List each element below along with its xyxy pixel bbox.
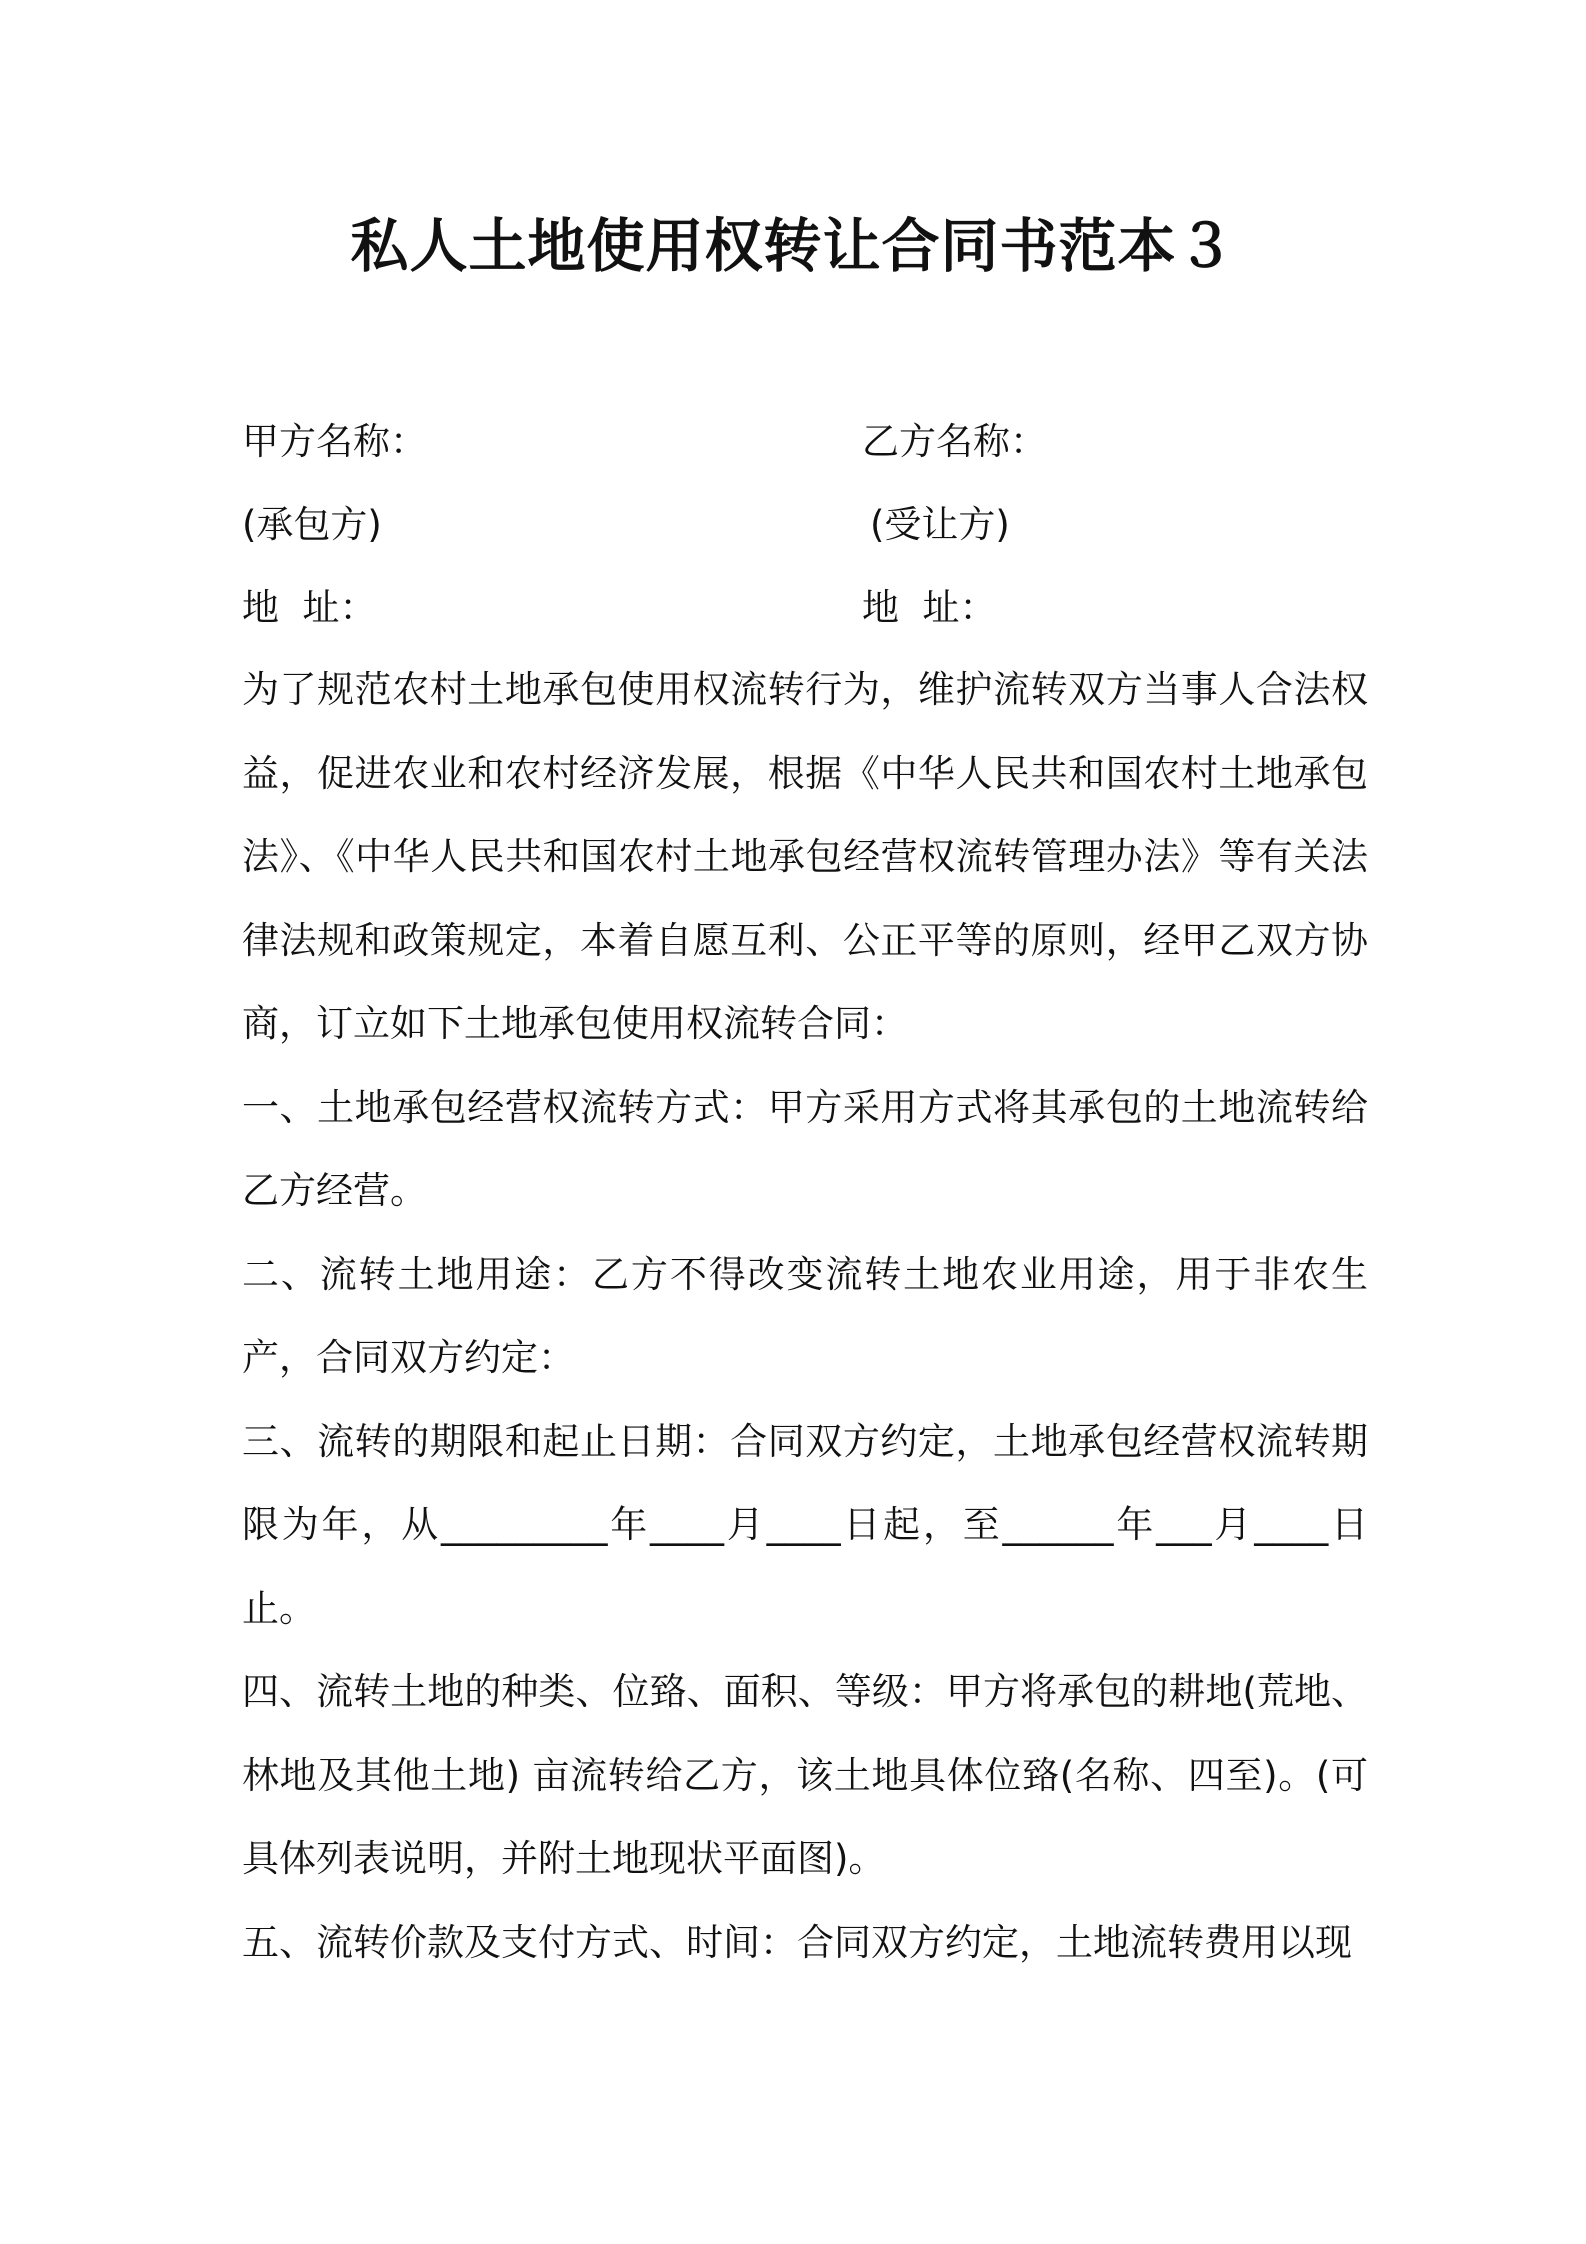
party-a-address-label: 地 址： <box>242 586 377 629</box>
party-info <box>242 400 1362 649</box>
party-a-role: (承包方) <box>242 503 382 546</box>
preamble-paragraph: 为了规范农村土地承包使用权流转行为，维护流转双方当事人合法权益，促进农业和农村经济发展，根据《中华人民共和国农村土地承包法》、《中华人民共和国农村土地承包经营权流转管理办法》等有关法律法规和政策规定，本着自愿互利、公正平等的原则，经甲乙双方协商，订立如下土地承包使用权流转合同： <box>242 668 1368 1045</box>
party-b-name-label: 乙方名称： <box>862 420 1047 463</box>
party-b-address-label: 地 址： <box>862 586 997 629</box>
clause-5-payment: 五、流转价款及支付方式、时间：合同双方约定，土地流转费用以现 <box>242 1920 1352 1964</box>
document-title: 私人土地使用权转让合同书范本３ <box>350 212 1236 280</box>
party-a-name-label: 甲方名称： <box>242 420 427 463</box>
party-row-role <box>242 483 1362 566</box>
contract-body <box>242 648 1368 1984</box>
party-row-address <box>242 566 1362 649</box>
party-row-name <box>242 400 1362 483</box>
clause-2-land-use: 二、流转土地用途：乙方不得改变流转土地农业用途，用于非农生产，合同双方约定： <box>242 1252 1368 1379</box>
party-b-role: (受让方) <box>870 503 1010 546</box>
clause-1-transfer-method: 一、土地承包经营权流转方式：甲方采用方式将其承包的土地流转给乙方经营。 <box>242 1085 1368 1212</box>
clause-3-term-dates: 三、流转的期限和起止日期：合同双方约定，土地承包经营权流转期限为年，从_________年____月____日起，至______年___月____日止。 <box>242 1419 1368 1630</box>
clause-4-land-details: 四、流转土地的种类、位臵、面积、等级：甲方将承包的耕地(荒地、林地及其他土地) 亩流转给乙方，该土地具体位臵(名称、四至)。(可具体列表说明，并附土地现状平面图)。 <box>242 1670 1368 1880</box>
